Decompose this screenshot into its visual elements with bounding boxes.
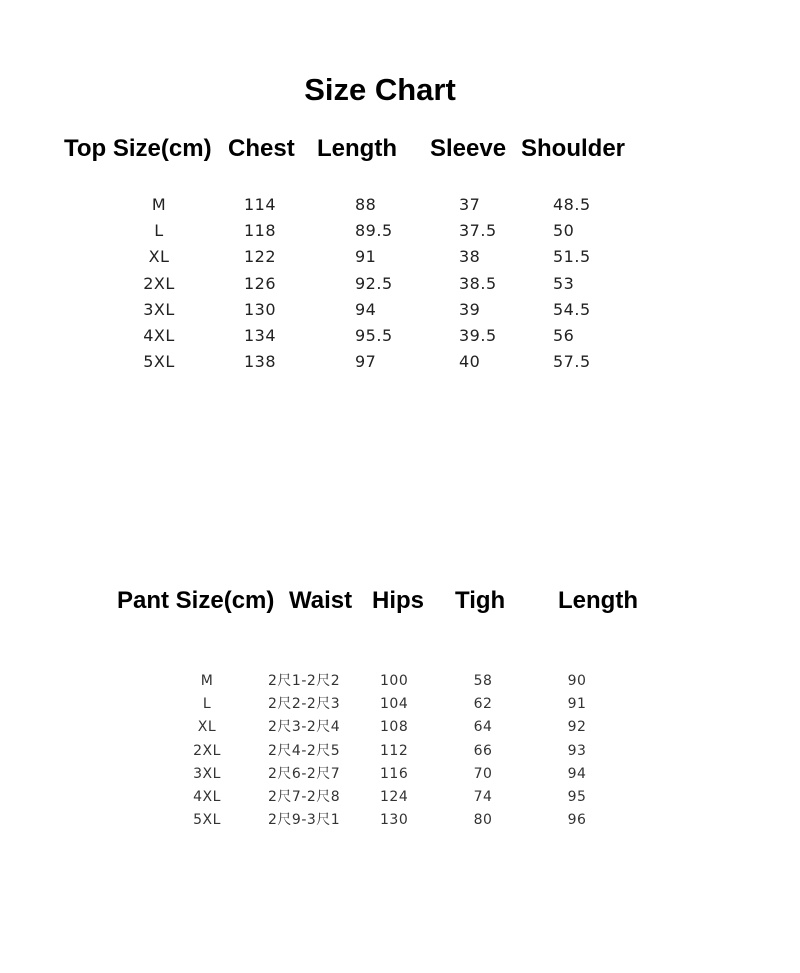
top-cell-sleeve: 38 (459, 247, 481, 267)
top-cell-sleeve: 40 (459, 352, 481, 372)
pant-cell-tigh: 64 (473, 719, 493, 736)
pant-header-tigh: Tigh (455, 587, 506, 614)
pant-cell-tigh: 80 (473, 812, 493, 829)
top-cell-size: 4XL (143, 326, 175, 345)
pant-cell-size: XL (197, 719, 217, 736)
top-cell-length: 94 (355, 299, 377, 319)
top-header-chest: Chest (228, 135, 295, 162)
pant-cell-length: 96 (567, 812, 587, 829)
pant-cell-waist: 2尺7-2尺8 (268, 789, 341, 805)
pant-cell-waist: 2尺3-2尺4 (268, 719, 341, 736)
pant-cell-size: 3XL (193, 765, 221, 782)
pant-cell-hips: 100 (380, 673, 409, 689)
pant-cell-size: M (200, 673, 214, 689)
pant-cell-hips: 104 (380, 696, 409, 713)
top-cell-length: 97 (355, 352, 377, 372)
top-cell-size: 2XL (143, 273, 175, 293)
top-cell-shoulder: 50 (553, 221, 575, 241)
top-cell-chest: 126 (244, 273, 277, 293)
pant-cell-size: 2XL (193, 742, 221, 759)
page-title: Size Chart (304, 72, 456, 107)
top-cell-shoulder: 53 (553, 273, 575, 293)
top-cell-length: 88 (355, 195, 377, 214)
top-cell-chest: 130 (244, 299, 277, 319)
top-cell-shoulder: 54.5 (553, 299, 591, 319)
pant-cell-size: 4XL (193, 789, 221, 805)
pant-cell-waist: 2尺4-2尺5 (268, 742, 341, 759)
pant-cell-tigh: 58 (473, 673, 493, 689)
top-cell-chest: 134 (244, 326, 277, 345)
top-cell-size: 3XL (143, 299, 175, 319)
pant-cell-length: 92 (567, 719, 587, 736)
top-cell-sleeve: 39.5 (459, 326, 497, 345)
top-header-size: Top Size(cm) (64, 135, 212, 162)
pant-header-waist: Waist (289, 587, 353, 614)
top-cell-sleeve: 38.5 (459, 273, 497, 293)
top-cell-size: XL (148, 247, 170, 267)
pant-cell-length: 95 (567, 789, 587, 805)
pant-header-hips: Hips (372, 587, 425, 614)
pant-cell-waist: 2尺1-2尺2 (268, 673, 341, 689)
top-cell-chest: 138 (244, 352, 277, 372)
pant-cell-length: 91 (567, 696, 587, 713)
top-cell-size: 5XL (143, 352, 175, 372)
pant-cell-waist: 2尺6-2尺7 (268, 765, 341, 782)
top-header-sleeve: Sleeve (430, 135, 507, 162)
pant-cell-hips: 130 (380, 812, 409, 829)
top-cell-shoulder: 48.5 (553, 195, 591, 214)
pant-header-length: Length (558, 587, 638, 614)
pant-cell-waist: 2尺9-3尺1 (268, 812, 341, 829)
pant-cell-tigh: 74 (473, 789, 493, 805)
top-cell-size: M (151, 195, 167, 214)
pant-cell-hips: 108 (380, 719, 409, 736)
pant-cell-length: 90 (567, 673, 587, 689)
pant-cell-size: L (202, 696, 212, 713)
pant-cell-length: 94 (567, 765, 587, 782)
top-cell-size: L (154, 221, 164, 241)
top-cell-length: 92.5 (355, 273, 393, 293)
top-cell-sleeve: 37.5 (459, 221, 497, 241)
top-header-length: Length (317, 135, 397, 162)
top-cell-chest: 122 (244, 247, 277, 267)
top-cell-sleeve: 37 (459, 195, 481, 214)
pant-cell-length: 93 (567, 742, 587, 759)
top-header-shoulder: Shoulder (521, 135, 626, 162)
pant-cell-tigh: 62 (473, 696, 493, 713)
top-cell-chest: 114 (244, 195, 277, 214)
pant-cell-hips: 112 (380, 742, 409, 759)
top-cell-length: 91 (355, 247, 377, 267)
top-cell-length: 95.5 (355, 326, 393, 345)
pant-cell-hips: 124 (380, 789, 409, 805)
pant-cell-waist: 2尺2-2尺3 (268, 696, 341, 713)
top-cell-shoulder: 56 (553, 326, 575, 345)
top-cell-shoulder: 51.5 (553, 247, 591, 267)
pant-cell-size: 5XL (193, 812, 221, 829)
top-cell-length: 89.5 (355, 221, 393, 241)
top-cell-sleeve: 39 (459, 299, 481, 319)
pant-cell-tigh: 70 (473, 765, 493, 782)
top-cell-chest: 118 (244, 221, 277, 241)
top-cell-shoulder: 57.5 (553, 352, 591, 372)
pant-header-size: Pant Size(cm) (117, 587, 275, 614)
pant-cell-hips: 116 (380, 765, 409, 782)
pant-cell-tigh: 66 (473, 742, 493, 759)
